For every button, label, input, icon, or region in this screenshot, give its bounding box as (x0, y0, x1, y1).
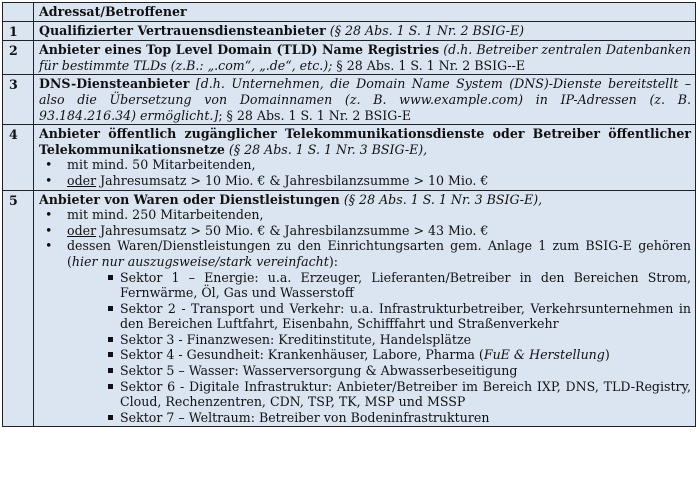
sector-list (67, 270, 691, 426)
criteria-text: dessen Waren/Dienstleistungen zu den Einrichtungsarten gem. Anlage 1 zum BSIG-E gehören ( (67, 238, 691, 269)
sector-item: Sektor 3 - Finanzwesen: Kreditinstitute, Handelsplätze (67, 332, 691, 348)
or-label: oder (67, 222, 97, 238)
criteria-list (39, 157, 691, 188)
header-num-cell (3, 3, 34, 22)
sector-text: Sektor 4 - Gesundheit: Krankenhäuser, Labore, Pharma ( (120, 347, 484, 363)
row-content (34, 190, 696, 427)
sector-item: Sektor 6 - Digitale Infrastruktur: Anbieter/Betreiber im Bereich IXP, DNS, TLD-Registry, Cloud, Rechenzentren, CDN, TSP, TK, MSP und MSSP (67, 379, 691, 410)
row-citation: (§ 28 Abs. 1 S. 1 Nr. 3 BSIG-E), (224, 141, 428, 157)
row-title: Anbieter von Waren oder Dienstleistungen (39, 191, 340, 207)
list-item: • mit mind. 250 Mitarbeitenden, (39, 207, 691, 223)
row-number: 5 (3, 190, 34, 427)
row-title: DNS-Diensteanbieter (39, 76, 190, 92)
row-citation: (§ 28 Abs. 1 S. 1 Nr. 3 BSIG-E), (339, 191, 543, 207)
row-heading (39, 126, 691, 157)
sector-item: Sektor 5 – Wasser: Wasserversorgung & Abwasserbeseitigung (67, 363, 691, 379)
criteria-text: Jahresumsatz > 10 Mio. € & Jahresbilanzsumme > 10 Mio. € (96, 172, 489, 188)
addressee-table (2, 2, 696, 427)
table-row (3, 125, 696, 190)
row-title: Qualifizierter Vertrauensdiensteanbieter (39, 22, 326, 38)
row-content (34, 125, 696, 190)
row-description: (d.h. Betreiber zentralen Datenbanken für bestimmte TLDs (z.B.: „.com“, „.de“, etc.); (39, 42, 691, 73)
sector-text-end: ) (604, 347, 610, 363)
row-citation: (§ 28 Abs. 1 S. 1 Nr. 2 BSIG-E) (325, 22, 525, 38)
row-title: Anbieter eines Top Level Domain (TLD) Name Registries (39, 42, 440, 58)
row-number: 1 (3, 21, 34, 41)
or-label: oder (67, 172, 97, 188)
table-row (3, 190, 696, 427)
criteria-note: hier nur auszugsweise/stark vereinfacht (71, 253, 329, 269)
row-number: 2 (3, 41, 34, 75)
row-content (34, 75, 696, 125)
row-citation: § 28 Abs. 1 S. 1 Nr. 2 BSIG--E (332, 57, 526, 73)
criteria-text: Jahresumsatz > 50 Mio. € & Jahresbilanzsumme > 43 Mio. € (96, 222, 489, 238)
row-content (34, 21, 696, 41)
row-description: [d.h. Unternehmen, die Domain Name System (DNS)-Dienste bereitstellt – also die Übersetzung von Domainnamen (z. B. www.example.com) in IP-Adressen (z. B. 93.184.216.34) ermöglicht.] (39, 76, 691, 123)
criteria-text-end: ): (328, 253, 338, 269)
sector-item: Sektor 1 – Energie: u.a. Erzeuger, Lieferanten/Betreiber in den Bereichen Strom, Fernwärme, Öl, Gas und Wasserstoff (67, 270, 691, 301)
list-item (39, 173, 691, 189)
sector-note: FuE & Herstellung (483, 347, 605, 363)
row-title: Anbieter öffentlich zugänglicher Telekommunikationsdienste oder Betreiber öffentlicher Telekommunikationsnetze (39, 126, 691, 157)
list-item (39, 223, 691, 239)
sector-item (67, 347, 691, 363)
row-heading (39, 192, 691, 208)
row-number: 3 (3, 75, 34, 125)
header-title: Adressat/Betroffener (34, 3, 696, 22)
list-item (39, 238, 691, 425)
row-content (34, 41, 696, 75)
table-row (3, 75, 696, 125)
sector-item: Sektor 7 – Weltraum: Betreiber von Bodeninfrastrukturen (67, 410, 691, 426)
table-row (3, 21, 696, 41)
table-row (3, 41, 696, 75)
row-number: 4 (3, 125, 34, 190)
sector-item: Sektor 2 - Transport und Verkehr: u.a. Infrastrukturbetreiber, Verkehrsunternehmen in den Bereichen Luftfahrt, Eisenbahn, Schifffahrt und Straßenverkehr (67, 301, 691, 332)
criteria-list (39, 207, 691, 425)
row-citation: ; § 28 Abs. 1 S. 1 Nr. 2 BSIG-E (218, 107, 412, 123)
table-header-row (3, 3, 696, 22)
list-item: • mit mind. 50 Mitarbeitenden, (39, 157, 691, 173)
